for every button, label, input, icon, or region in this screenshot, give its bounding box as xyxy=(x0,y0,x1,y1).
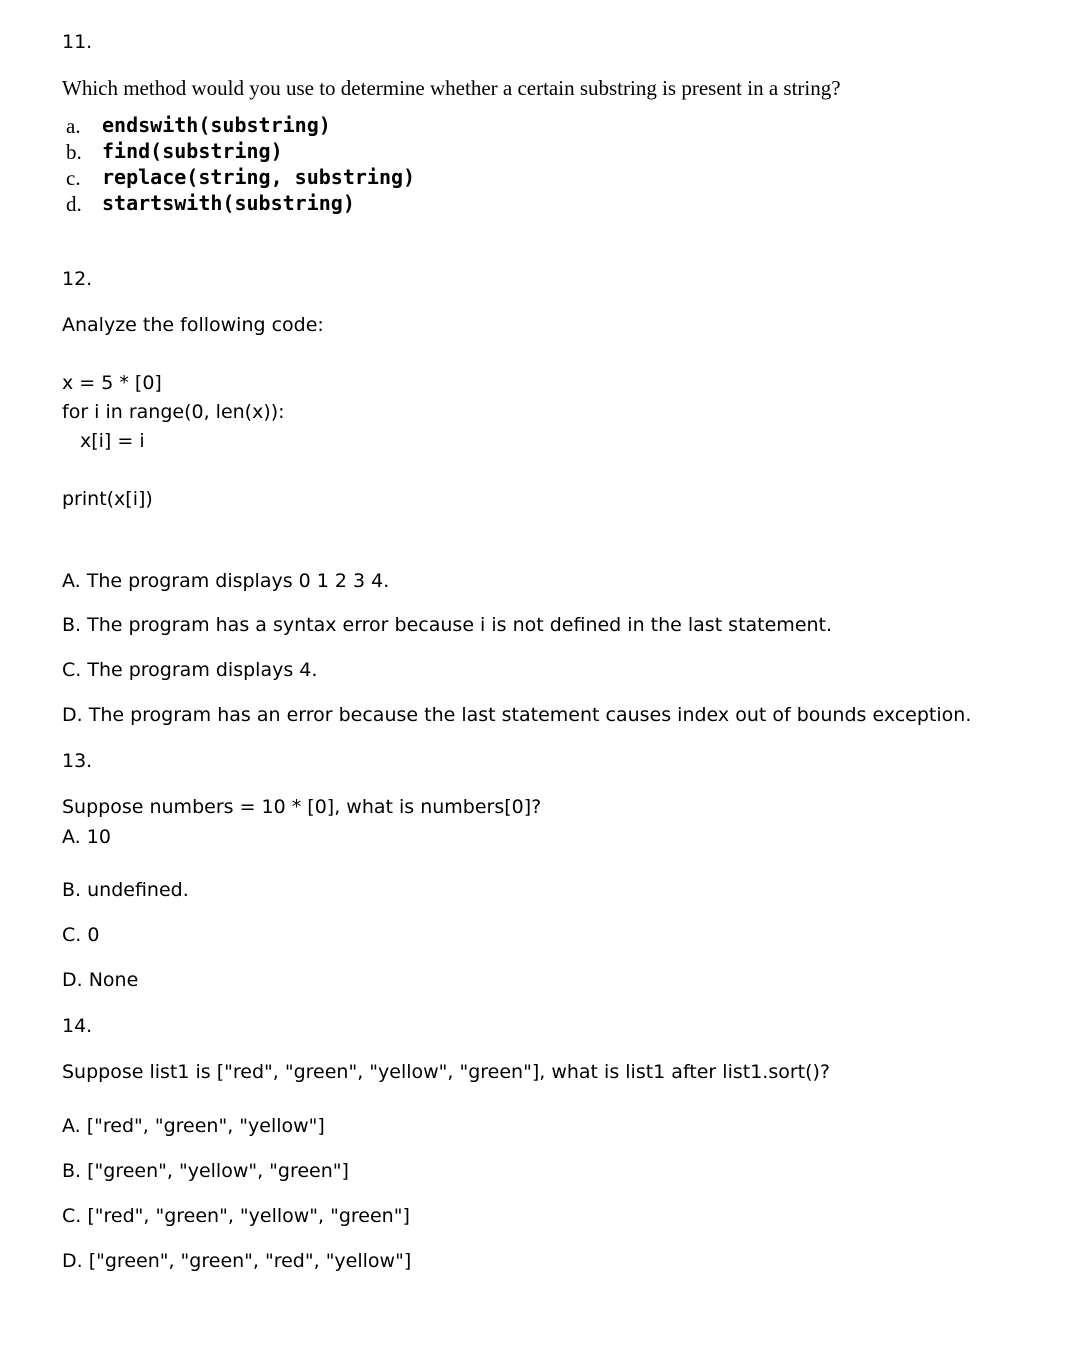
q11-option-c-code: replace(string, substring) xyxy=(102,165,416,189)
q14-option-c: C. ["red", "green", "yellow", "green"] xyxy=(62,1205,410,1227)
q13-option-a: A. 10 xyxy=(62,826,111,848)
q14-option-d: D. ["green", "green", "red", "yellow"] xyxy=(62,1250,412,1272)
question-12-number: 12. xyxy=(62,268,93,290)
question-14-number: 14. xyxy=(62,1015,93,1037)
q13-option-d: D. None xyxy=(62,969,139,991)
q11-option-b-code: find(substring) xyxy=(102,139,283,163)
q14-option-a: A. ["red", "green", "yellow"] xyxy=(62,1115,325,1137)
q12-code-line-3: x[i] = i xyxy=(80,430,145,452)
question-13-number: 13. xyxy=(62,750,93,772)
q12-code-line-4: print(x[i]) xyxy=(62,488,153,510)
q12-option-a: A. The program displays 0 1 2 3 4. xyxy=(62,570,390,592)
q11-option-a-letter: a. xyxy=(66,114,81,138)
q11-option-d-letter: d. xyxy=(66,192,82,216)
q12-code-line-2: for i in range(0, len(x)): xyxy=(62,401,285,423)
question-13-text: Suppose numbers = 10 * [0], what is numbers[0]? xyxy=(62,796,542,818)
q14-option-b: B. ["green", "yellow", "green"] xyxy=(62,1160,349,1182)
question-12-text: Analyze the following code: xyxy=(62,314,324,336)
q11-option-a-code: endswith(substring) xyxy=(102,113,331,137)
q13-option-c: C. 0 xyxy=(62,924,100,946)
q12-option-b: B. The program has a syntax error because i is not defined in the last statement. xyxy=(62,614,833,636)
q11-option-b-letter: b. xyxy=(66,140,82,164)
question-11-text: Which method would you use to determine whether a certain substring is present in a string? xyxy=(62,76,841,100)
q12-code-line-1: x = 5 * [0] xyxy=(62,372,162,394)
question-11-number: 11. xyxy=(62,31,93,53)
q12-option-d: D. The program has an error because the last statement causes index out of bounds exception. xyxy=(62,704,972,726)
q11-option-d-code: startswith(substring) xyxy=(102,191,355,215)
q12-option-c: C. The program displays 4. xyxy=(62,659,318,681)
q13-option-b: B. undefined. xyxy=(62,879,189,901)
question-14-text: Suppose list1 is ["red", "green", "yellow", "green"], what is list1 after list1.sort()? xyxy=(62,1061,831,1083)
q11-option-c-letter: c. xyxy=(66,166,81,190)
